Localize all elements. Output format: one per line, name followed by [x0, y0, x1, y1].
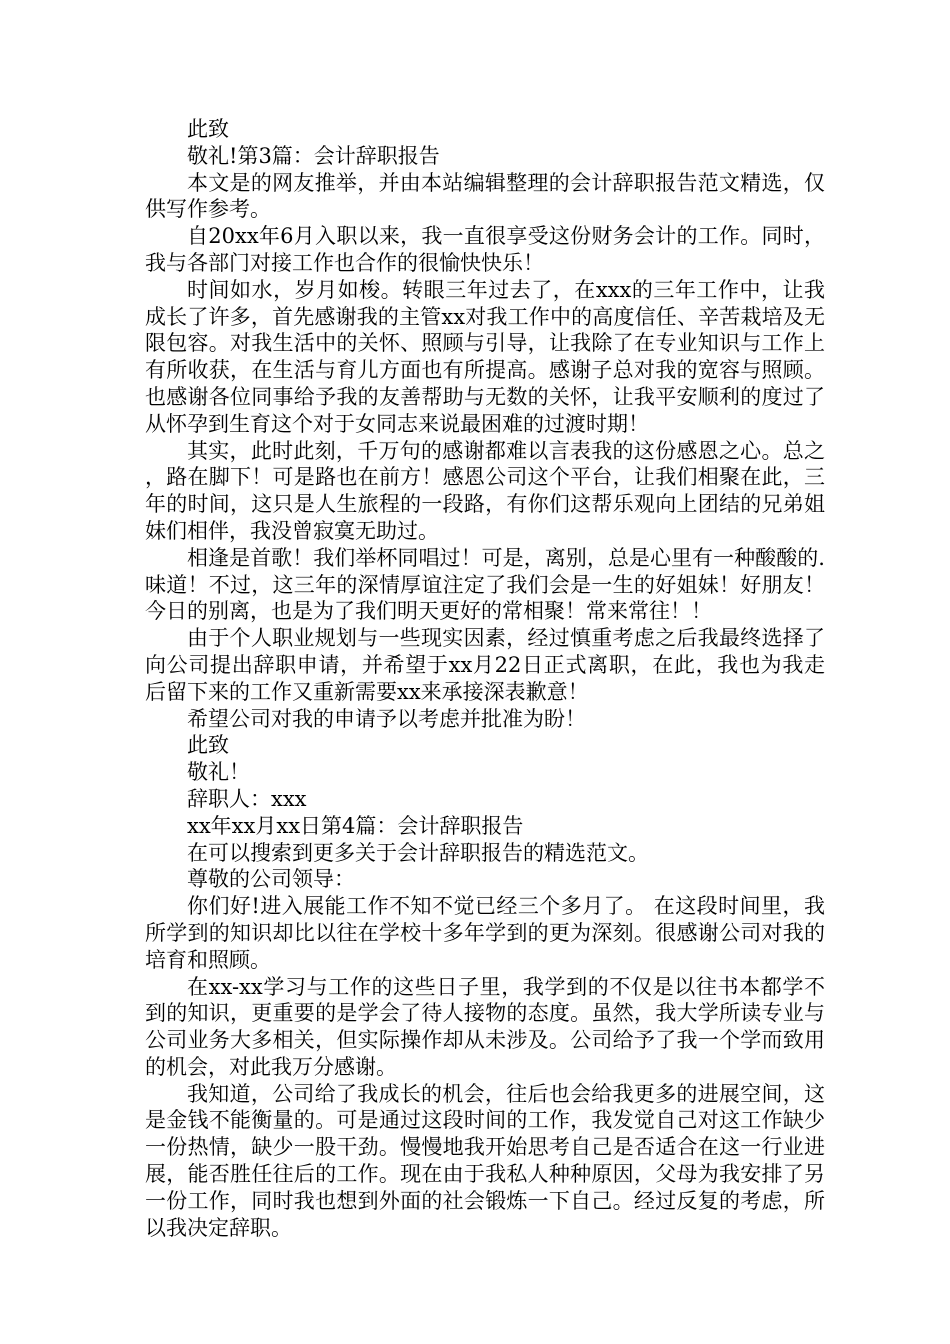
signature-line: 辞职人：xxx	[187, 786, 307, 811]
paragraph: 我知道，公司给了我成长的机会，往后也会给我更多的进展空间，这是金钱不能衡量的。可是通过这段时间的工作，我发觉自己对这工作缺少一份热情，缺少一股干劲。慢慢地我开始思考自己是否适合在这一行业进展，能否胜任往后的工作。现在由于我私人种种原因，父母为我安排了另一份工作，同时我也想到外面的社会锻炼一下自己。经过反复的考虑，所以我决定辞职。	[145, 1081, 825, 1240]
document-body	[145, 116, 825, 1241]
paragraph: 在xx-xx学习与工作的这些日子里，我学到的不仅是以往书本都学不到的知识，更重要的是学会了待人接物的态度。虽然，我大学所读专业与公司业务大多相关，但实际操作却从未涉及。公司给予了我一个学而致用的机会，对此我万分感谢。	[145, 974, 825, 1079]
paragraph: 本文是的网友推举，并由本站编辑整理的会计辞职报告范文精选，仅供写作参考。	[145, 170, 825, 222]
closing-salutation: 此致	[187, 733, 229, 758]
section-heading-3: 敬礼!第3篇：会计辞职报告	[187, 143, 440, 168]
paragraph: 自20xx年6月入职以来，我一直很享受这份财务会计的工作。同时，我与各部门对接工作也合作的很愉快快乐！	[145, 224, 825, 275]
greeting: 尊敬的公司领导：	[187, 867, 355, 892]
paragraph: 相逢是首歌！我们举杯同唱过！可是，离别，总是心里有一种酸酸的.味道！不过，这三年的深情厚谊注定了我们会是一生的好姐妹！好朋友！今日的别离，也是为了我们明天更好的常相聚！常来常往！！	[145, 545, 825, 624]
section-heading-4: xx年xx月xx日第4篇：会计辞职报告	[187, 813, 524, 838]
paragraph: 在可以搜索到更多关于会计辞职报告的精选范文。	[187, 840, 649, 865]
paragraph: 由于个人职业规划与一些现实因素，经过慎重考虑之后我最终选择了向公司提出辞职申请，并希望于xx月22日正式离职，在此，我也为我走后留下来的工作又重新需要xx来承接深表歉意！	[145, 626, 825, 704]
paragraph: 时间如水，岁月如梭。转眼三年过去了，在xxx的三年工作中，让我成长了许多，首先感谢我的主管xx对我工作中的高度信任、辛苦栽培及无限包容。对我生活中的关怀、照顾与引导，让我除了在专业知识与工作上有所收获，在生活与育儿方面也有所提高。感谢子总对我的宽容与照顾。也感谢各位同事给予我的友善帮助与无数的关怀，让我平安顺利的度过了从怀孕到生育这个对于女同志来说最困难的过渡时期！	[145, 277, 825, 436]
paragraph: 其实，此时此刻，千万句的感谢都难以言表我的这份感恩之心。总之，路在脚下！可是路也在前方！感恩公司这个平台，让我们相聚在此，三年的时间，这只是人生旅程的一段路，有你们这帮乐观向上团结的兄弟姐妹们相伴，我没曾寂寞无助过。	[145, 438, 825, 543]
closing-salutation: 此致	[187, 117, 229, 141]
paragraph: 希望公司对我的申请予以考虑并批准为盼！	[187, 706, 586, 731]
paragraph: 你们好!进入展能工作不知不觉已经三个多月了。 在这段时间里，我所学到的知识却比以往在学校十多年学到的更为深刻。很感谢公司对我的培育和照顾。	[145, 894, 825, 972]
closing-regards: 敬礼！	[187, 760, 250, 785]
